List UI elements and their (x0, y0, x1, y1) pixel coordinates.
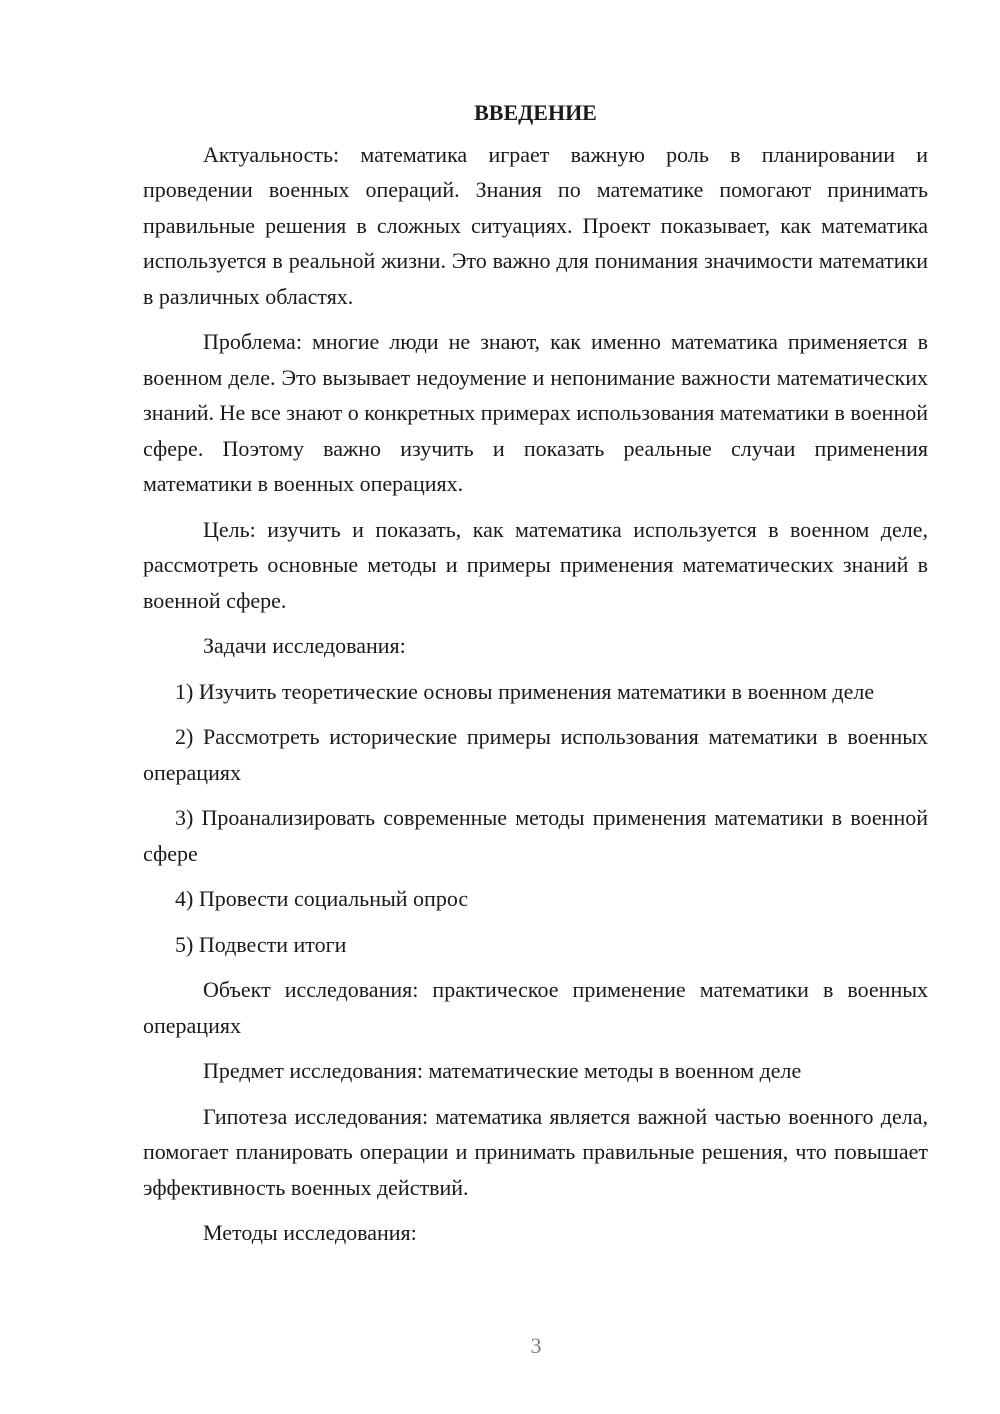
subject-paragraph: Предмет исследования: математические методы в военном деле (203, 1058, 802, 1083)
hypothesis-paragraph: Гипотеза исследования: математика является важной частью военного дела, помогает планировать операции и принимать правильные решения, что повышает эффективность военных действий. (143, 1103, 928, 1200)
task-item-3: 3) Проанализировать современные методы применения математики в военной сфере (143, 805, 928, 866)
goal-paragraph: Цель: изучить и показать, как математика используется в военном деле, рассмотреть основные методы и примеры применения математических знаний в военной сфере. (143, 516, 928, 613)
problem-paragraph: Проблема: многие люди не знают, как именно математика применяется в военном деле. Это вызывает недоумение и непонимание важности математических знаний. Не все знают о конкретных примерах использования математики в военной сфере. Поэтому важно изучить и показать реальные случаи применения математики в военных операциях. (143, 329, 928, 496)
task-item-4: 4) Провести социальный опрос (175, 886, 469, 911)
task-item-5: 5) Подвести итоги (175, 931, 347, 957)
page-number: 3 (530, 1333, 542, 1358)
tasks-heading: Задачи исследования: (203, 633, 406, 658)
section-title: ВВЕДЕНИЕ (474, 100, 597, 125)
relevance-paragraph: Актуальность: математика играет важную роль в планировании и проведении военных операций. Знания по математике помогают принимать правильные решения в сложных ситуациях. Проект показывает, как математика используется в реальной жизни. Это важно для понимания значимости математики в различных областях. (143, 141, 928, 309)
methods-heading: Методы исследования: (203, 1220, 417, 1245)
object-paragraph: Объект исследования: практическое применение математики в военных операциях (143, 977, 928, 1038)
page-content (143, 95, 928, 1261)
task-item-1: 1) Изучить теоретические основы применения математики в военном деле (175, 678, 875, 704)
task-item-2: 2) Рассмотреть исторические примеры использования математики в военных операциях (143, 724, 928, 785)
